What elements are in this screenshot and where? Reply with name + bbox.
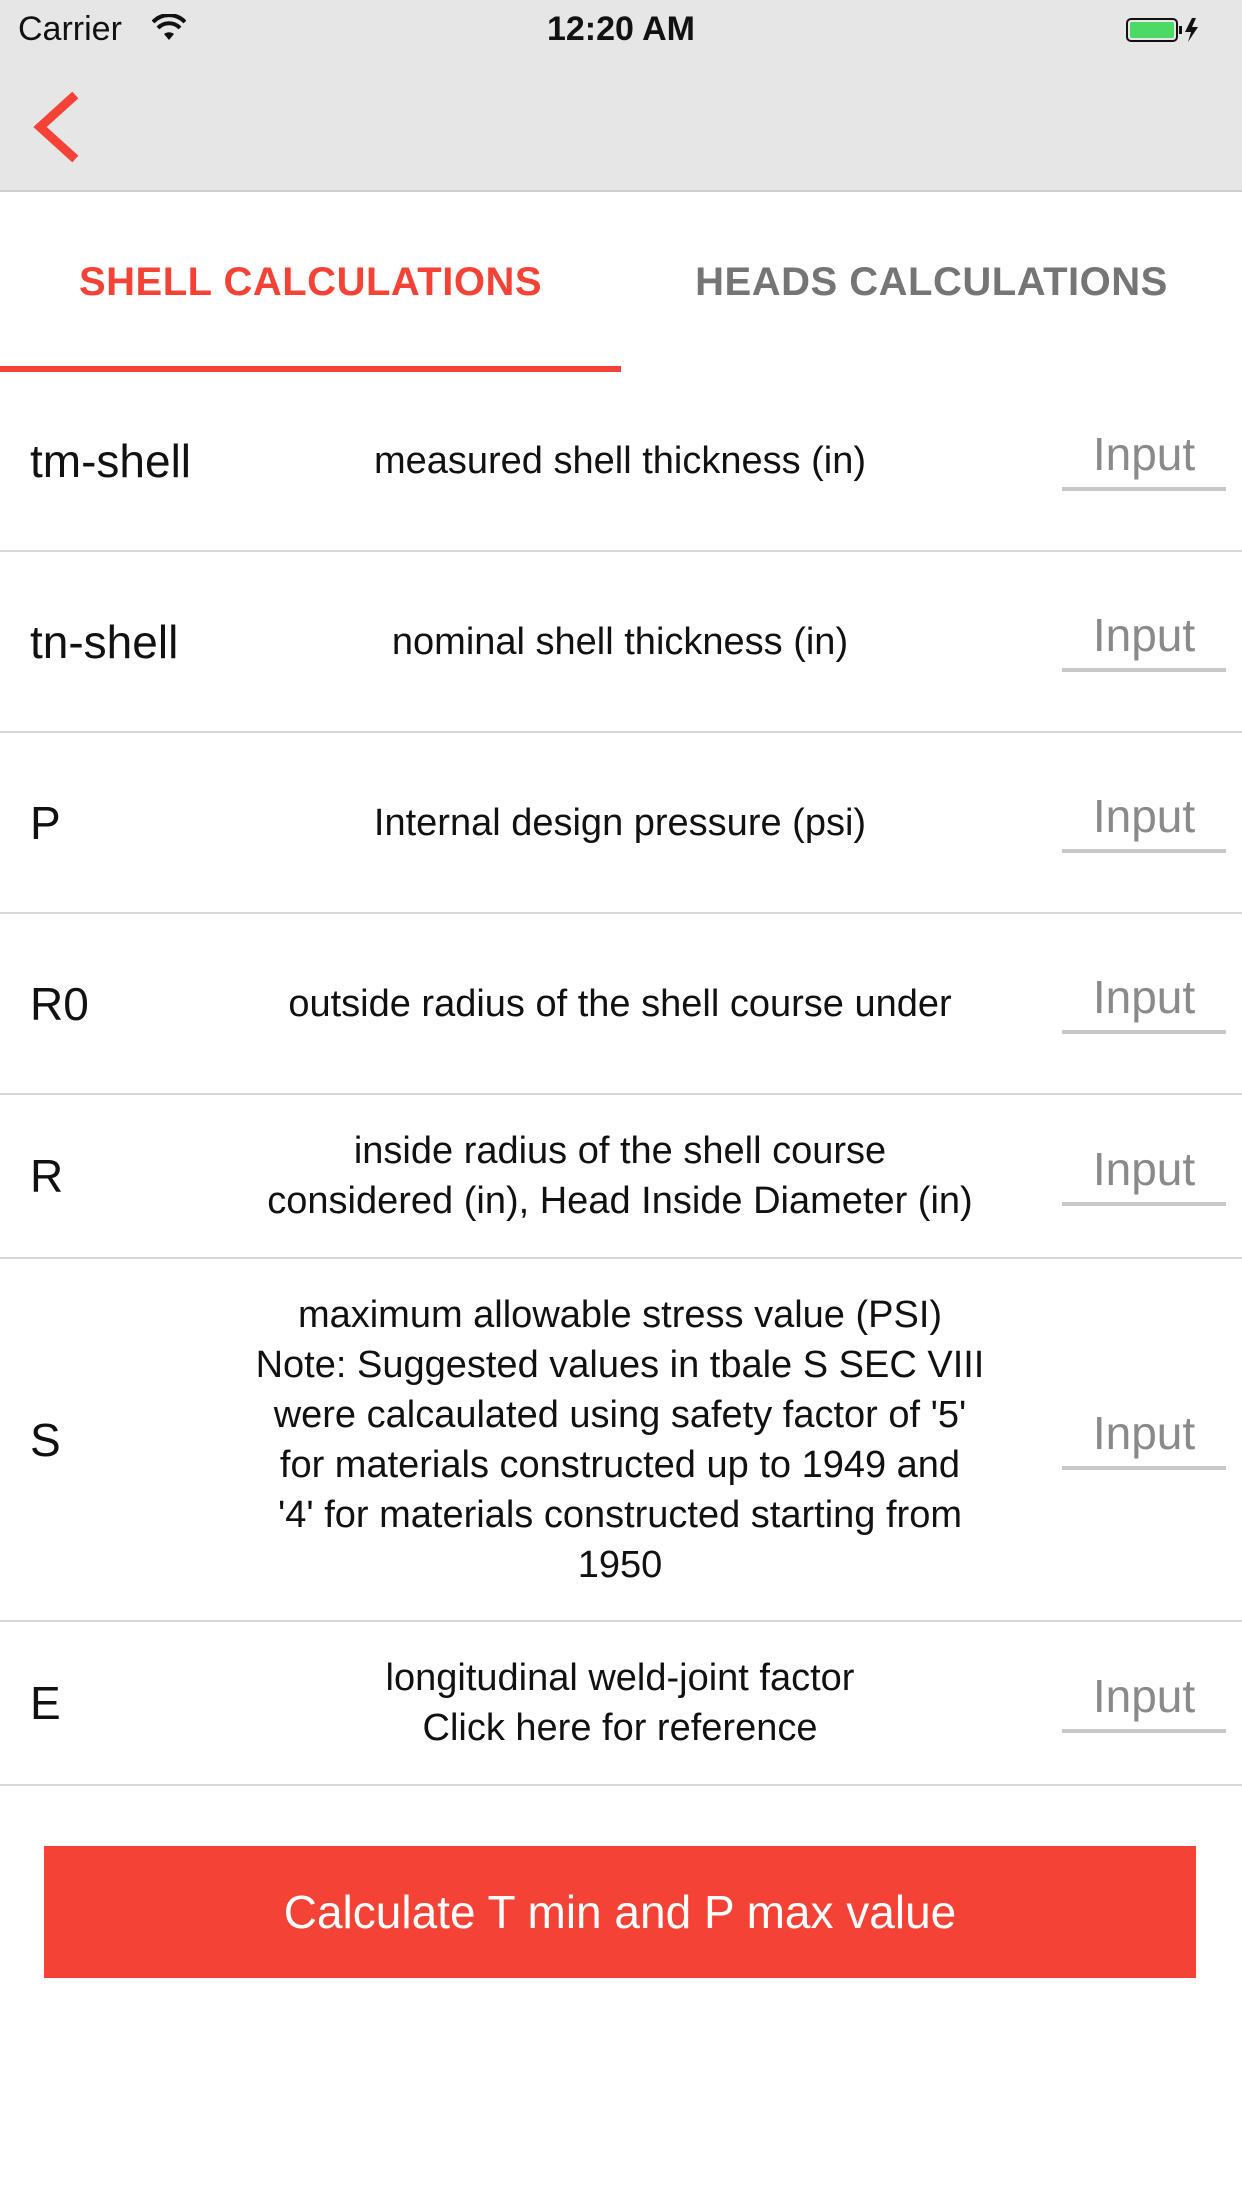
parameter-description: inside radius of the shell course considered (in), Head Inside Diameter (in): [267, 1130, 973, 1222]
list-item-e: [0, 1622, 1242, 1786]
list-item-tm-shell: [0, 372, 1242, 552]
list-item-p: [0, 733, 1242, 914]
parameter-symbol: R: [30, 1150, 64, 1202]
parameter-description: outside radius of the shell course under: [288, 982, 952, 1025]
parameter-symbol: R0: [30, 977, 89, 1030]
parameter-list: [0, 372, 1242, 1786]
chevron-left-icon[interactable]: [26, 90, 96, 164]
status-time: 12:20 AM: [546, 10, 696, 48]
carrier-label: Carrier: [18, 10, 122, 48]
battery-icon: [1126, 16, 1202, 44]
navigation-bar: [0, 60, 1242, 192]
r0-input[interactable]: [1062, 964, 1226, 1034]
list-item-r0: [0, 914, 1242, 1095]
parameter-symbol: tn-shell: [30, 615, 179, 668]
list-item-r: [0, 1095, 1242, 1259]
list-item-s: [0, 1259, 1242, 1622]
status-bar: [0, 0, 1242, 60]
list-item-tn-shell: [0, 552, 1242, 733]
r-input[interactable]: [1062, 1136, 1226, 1206]
parameter-symbol: tm-shell: [30, 435, 192, 487]
parameter-description[interactable]: longitudinal weld-joint factor Click here for reference: [385, 1657, 855, 1749]
parameter-description: Internal design pressure (psi): [373, 801, 867, 844]
s-input[interactable]: [1062, 1400, 1226, 1470]
parameter-symbol: P: [30, 796, 61, 849]
calculate-button[interactable]: Calculate T min and P max value: [44, 1846, 1196, 1978]
parameter-description: nominal shell thickness (in): [391, 620, 849, 663]
tab-shell-calculations[interactable]: SHELL CALCULATIONS: [78, 259, 543, 304]
p-input[interactable]: [1062, 783, 1226, 853]
tn-shell-input[interactable]: [1062, 602, 1226, 672]
tab-heads-calculations[interactable]: HEADS CALCULATIONS: [695, 259, 1168, 304]
e-input[interactable]: [1062, 1663, 1226, 1733]
parameter-symbol: E: [30, 1677, 61, 1729]
parameter-description: maximum allowable stress value (PSI) Note: Suggested values in tbale S SEC VIII were calcaulated using safety factor of '5' for materials constructed up to 1949 and '4' for materials constructed starting from 1950: [255, 1293, 985, 1586]
tm-shell-input[interactable]: [1062, 421, 1226, 491]
tab-bar: [0, 192, 1242, 372]
parameter-symbol: S: [30, 1413, 61, 1466]
parameter-description: measured shell thickness (in): [373, 440, 867, 482]
